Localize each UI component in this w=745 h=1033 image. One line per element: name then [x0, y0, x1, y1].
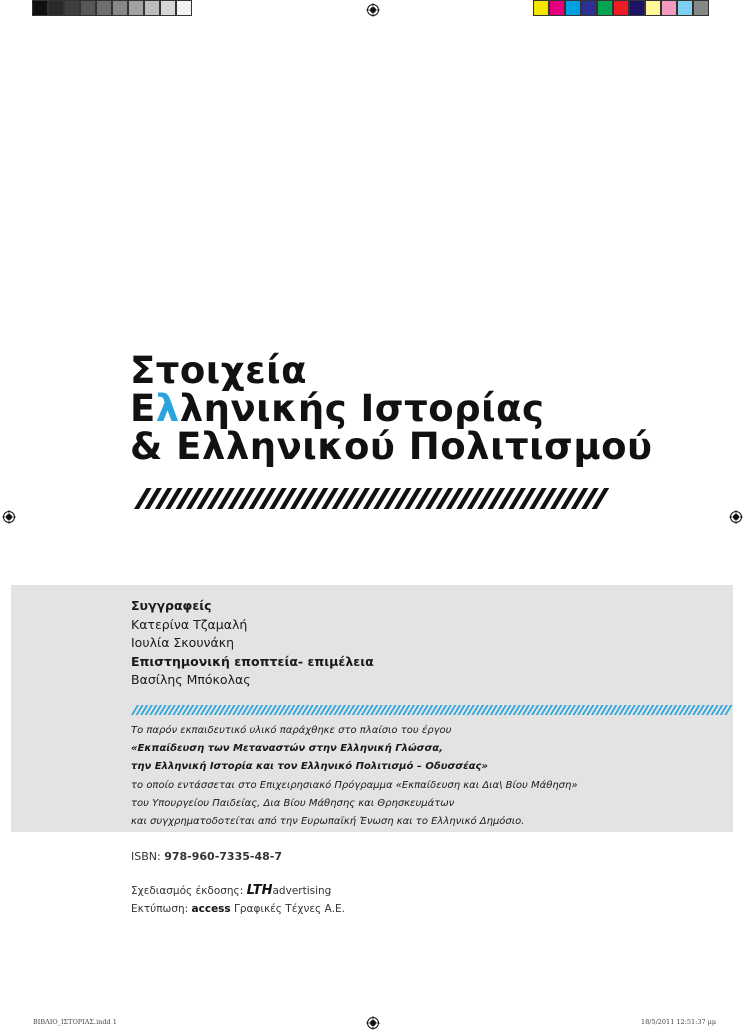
gray-swatch [128, 0, 144, 16]
gray-swatch [80, 0, 96, 16]
production-credits [131, 882, 345, 918]
book-title [130, 349, 653, 468]
color-swatch [533, 0, 549, 16]
title-hatch-divider [134, 488, 610, 509]
design-label: Σχεδιασμός έκδοσης: [131, 885, 244, 897]
gray-swatch [112, 0, 128, 16]
gray-swatch [48, 0, 64, 16]
gray-swatch [32, 0, 48, 16]
project-line-bold: «Εκπαίδευση των Μεταναστών στην Ελληνική Γλώσσα, [131, 743, 443, 755]
color-swatch [677, 0, 693, 16]
registration-mark-right [729, 510, 743, 524]
print-credit [131, 900, 345, 918]
title-line-3: & Ελληνικού Πολιτισμού [130, 425, 653, 468]
registration-mark-top [366, 3, 380, 17]
gray-swatch-bar [32, 0, 192, 18]
editor-label: Επιστημονική εποπτεία- επιμέλεια [131, 653, 374, 669]
title-line-1: Στοιχεία [130, 349, 308, 392]
color-swatch [549, 0, 565, 16]
project-line: του Υπουργείου Παιδείας, Δια Βίου Μάθησης και Θρησκευμάτων [131, 797, 455, 809]
title-accent-letter: λ [155, 387, 180, 430]
title-line-2 [130, 387, 652, 430]
color-swatch [597, 0, 613, 16]
color-swatch [693, 0, 709, 16]
isbn-value: 978-960-7335-48-7 [164, 850, 282, 863]
project-line: Το παρόν εκπαιδευτικό υλικό παράχθηκε στο πλαίσιο του έργου [131, 725, 452, 736]
project-line-bold: την Ελληνική Ιστορία και τον Ελληνικό Πολιτισμό – Οδυσσέας» [131, 761, 488, 773]
color-swatch [581, 0, 597, 16]
registration-mark-left [2, 510, 16, 524]
gray-swatch [96, 0, 112, 16]
printer-brand: access [191, 903, 231, 915]
gray-swatch [160, 0, 176, 16]
color-swatch [565, 0, 581, 16]
project-line: και συγχρηματοδοτείται από την Ευρωπαϊκή Ένωση και το Ελληνικό Δημόσιο. [131, 816, 525, 828]
title-line-2-rest: ληνικής Ιστορίας [179, 387, 545, 430]
blue-hatch-divider [131, 705, 734, 715]
color-swatch [613, 0, 629, 16]
print-label: Εκτύπωση: [131, 903, 189, 915]
author-name: Ιουλία Σκουνάκη [131, 635, 235, 650]
isbn-label: ISBN: [131, 850, 161, 863]
design-brand-logo: LTH [246, 883, 273, 898]
authors-label: Συγγραφείς [131, 598, 212, 613]
registration-mark-bottom [366, 1016, 380, 1030]
isbn-line [131, 850, 282, 863]
printer-rest: Γραφικές Τέχνες Α.Ε. [234, 903, 345, 915]
project-line: το οποίο εντάσσεται στο Επιχειρησιακό Πρόγραμμα «Εκπαίδευση και Δια\ Βίου Μάθηση» [131, 779, 578, 791]
editor-name: Βασίλης Μπόκολας [131, 672, 251, 687]
slug-filename: ΒΙΒΛΙΟ_ΙΣΤΟΡΙΑΣ.indd 1 [33, 1018, 117, 1026]
color-swatch [629, 0, 645, 16]
slug-timestamp: 18/5/2011 12:51:37 μμ [641, 1018, 717, 1026]
color-swatch-bar [533, 0, 709, 18]
design-credit [131, 882, 345, 900]
design-brand-rest: advertising [272, 885, 332, 897]
gray-swatch [144, 0, 160, 16]
gray-swatch [176, 0, 192, 16]
title-line-2-prefix: Ε [130, 387, 156, 430]
credits-block [131, 597, 374, 690]
project-statement [131, 722, 578, 831]
gray-swatch [64, 0, 80, 16]
color-swatch [645, 0, 661, 16]
color-swatch [661, 0, 677, 16]
author-name: Κατερίνα Τζαμαλή [131, 616, 248, 632]
